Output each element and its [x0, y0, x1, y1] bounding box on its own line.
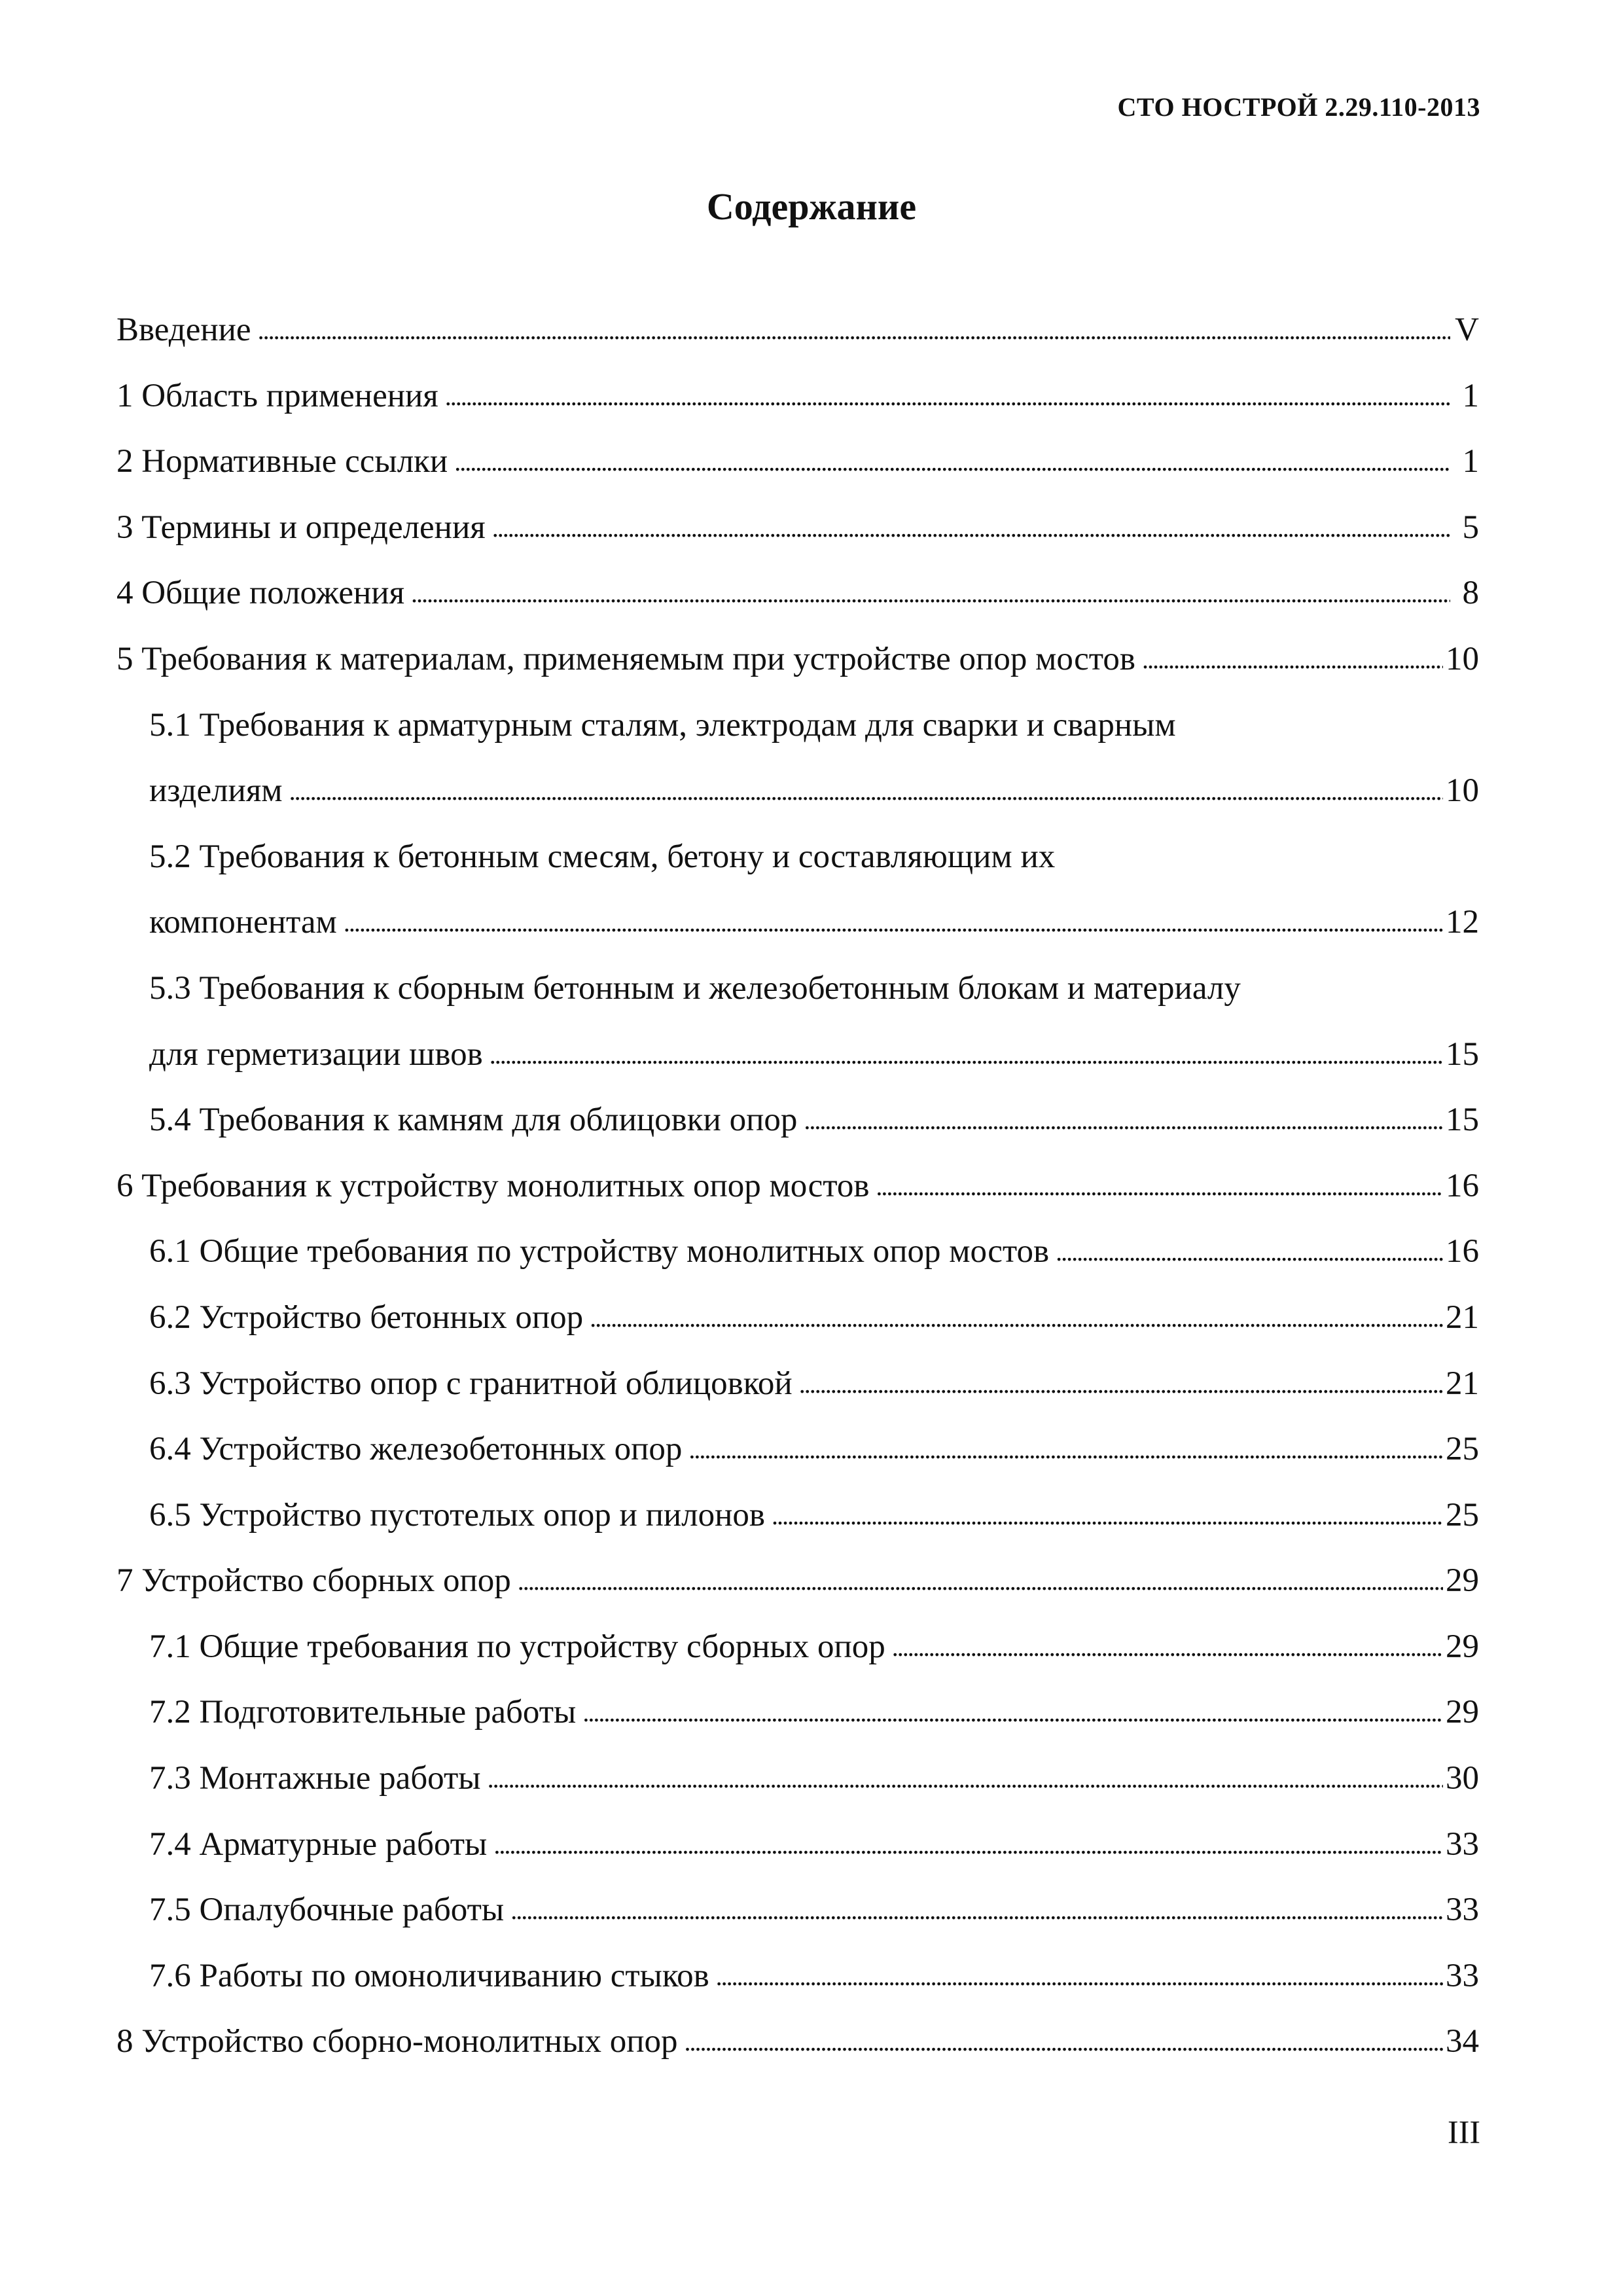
toc-entry-page: 21 — [1446, 1299, 1479, 1336]
dot-leader — [716, 1942, 1443, 2010]
dot-leader — [685, 2007, 1444, 2075]
dot-leader — [590, 1283, 1443, 1352]
toc-entry-title: 6.4 Устройство железобетонных опор — [149, 1431, 683, 1468]
toc-entry-page: 10 — [1446, 772, 1479, 810]
toc-entry-title: 8 Устройство сборно-монолитных опор — [116, 2023, 678, 2060]
toc-entry-page: 33 — [1446, 1892, 1479, 1929]
toc-entry-title: 5.3 Требования к сборным бетонным и железобетонным блокам и материалу — [149, 969, 1241, 1007]
toc-entry-title: 7.2 Подготовительные работы — [149, 1694, 577, 1731]
toc-entry-title: 5 Требования к материалам, применяемым при устройстве опор мостов — [116, 640, 1135, 677]
toc-entry-page: 8 — [1462, 575, 1479, 612]
toc-entry-title: Введение — [116, 312, 251, 348]
toc-entry-page: 29 — [1446, 1628, 1479, 1665]
table-of-contents — [116, 297, 1479, 2075]
dot-leader — [490, 1020, 1443, 1088]
toc-entry[interactable] — [116, 429, 1479, 495]
toc-entry[interactable] — [116, 2009, 1479, 2075]
dot-leader — [772, 1481, 1443, 1549]
toc-entry-page: 12 — [1446, 904, 1479, 941]
toc-subentry[interactable] — [116, 1943, 1479, 2009]
toc-subentry-first-line[interactable] — [116, 956, 1479, 1022]
toc-subentry[interactable] — [116, 1285, 1479, 1351]
toc-entry-title-continuation: для герметизации швов — [149, 1035, 483, 1073]
toc-entry-page: 33 — [1446, 1825, 1479, 1863]
toc-entry-page: 16 — [1446, 1167, 1479, 1204]
toc-entry-page: 25 — [1446, 1496, 1479, 1534]
toc-subentry-first-line[interactable] — [116, 824, 1479, 890]
toc-entry-title: 5.2 Требования к бетонным смесям, бетону и составляющим их — [149, 838, 1056, 875]
toc-entry-title: 7.5 Опалубочные работы — [149, 1892, 505, 1929]
toc-subentry[interactable] — [116, 1812, 1479, 1878]
toc-entry[interactable] — [116, 495, 1479, 561]
toc-entry-page: 1 — [1462, 443, 1479, 480]
dot-leader — [518, 1547, 1443, 1615]
toc-entry[interactable] — [116, 560, 1479, 626]
toc-entry-title: 7.4 Арматурные работы — [149, 1825, 488, 1863]
toc-subentry[interactable] — [116, 1614, 1479, 1680]
dot-leader — [510, 1876, 1443, 1944]
toc-subentry-continuation[interactable] — [116, 889, 1479, 956]
toc-entry-title: 6 Требования к устройству монолитных опор мостов — [116, 1167, 870, 1204]
toc-entry[interactable] — [116, 297, 1479, 363]
dot-leader — [445, 362, 1450, 430]
toc-subentry-continuation[interactable] — [116, 758, 1479, 824]
dot-leader — [258, 296, 1450, 364]
toc-subentry[interactable] — [116, 1351, 1479, 1417]
toc-entry-title-continuation: изделиям — [149, 772, 283, 810]
dot-leader — [799, 1350, 1443, 1418]
toc-entry-page: 5 — [1462, 509, 1479, 546]
toc-subentry[interactable] — [116, 1087, 1479, 1153]
toc-entry-title: 6.3 Устройство опор с гранитной облицовкой — [149, 1365, 793, 1402]
dot-leader — [493, 1810, 1443, 1878]
toc-entry-title-continuation: компонентам — [149, 904, 337, 941]
toc-entry-page: 29 — [1446, 1562, 1479, 1600]
toc-entry-title: 6.1 Общие требования по устройству монолитных опор мостов — [149, 1233, 1050, 1270]
dot-leader — [1142, 625, 1443, 693]
toc-entry-title: 6.5 Устройство пустотелых опор и пилонов — [149, 1496, 765, 1534]
toc-subentry[interactable] — [116, 1482, 1479, 1549]
toc-entry-title: 7.6 Работы по омоноличиванию стыков — [149, 1957, 709, 1994]
toc-subentry[interactable] — [116, 1746, 1479, 1812]
toc-entry-page: 34 — [1446, 2023, 1479, 2060]
toc-entry[interactable] — [116, 626, 1479, 692]
toc-subentry[interactable] — [116, 1877, 1479, 1943]
dot-leader — [454, 427, 1450, 495]
dot-leader — [892, 1613, 1443, 1681]
dot-leader — [804, 1086, 1443, 1154]
toc-entry-title: 5.4 Требования к камням для облицовки опор — [149, 1102, 798, 1139]
dot-leader — [876, 1152, 1443, 1220]
toc-subentry-continuation[interactable] — [116, 1022, 1479, 1088]
page-number: III — [1448, 2113, 1480, 2150]
toc-subentry[interactable] — [116, 1416, 1479, 1482]
toc-entry[interactable] — [116, 1153, 1479, 1219]
toc-entry-title: 7.1 Общие требования по устройству сборных опор — [149, 1628, 885, 1665]
toc-subentry[interactable] — [116, 1219, 1479, 1285]
dot-leader — [688, 1415, 1443, 1483]
toc-entry-page: 25 — [1446, 1431, 1479, 1468]
toc-entry-page: 33 — [1446, 1957, 1479, 1994]
toc-subentry[interactable] — [116, 1679, 1479, 1746]
toc-entry-title: 7 Устройство сборных опор — [116, 1562, 511, 1600]
toc-entry-title: 7.3 Монтажные работы — [149, 1760, 481, 1797]
dot-leader — [289, 757, 1443, 825]
toc-entry-page: 21 — [1446, 1365, 1479, 1402]
dot-leader — [582, 1678, 1443, 1746]
toc-entry-page: 29 — [1446, 1694, 1479, 1731]
toc-entry-title: 3 Термины и определения — [116, 509, 486, 546]
toc-entry-title: 2 Нормативные ссылки — [116, 443, 448, 480]
toc-entry-page: 30 — [1446, 1760, 1479, 1797]
toc-title: Содержание — [706, 185, 917, 228]
dot-leader — [488, 1744, 1443, 1812]
toc-entry-title: 5.1 Требования к арматурным сталям, электродам для сварки и сварным — [149, 706, 1176, 744]
dot-leader — [492, 493, 1450, 562]
toc-entry-title: 6.2 Устройство бетонных опор — [149, 1299, 584, 1336]
dot-leader — [344, 888, 1443, 956]
dot-leader — [1056, 1217, 1443, 1285]
toc-entry-page: 15 — [1446, 1035, 1479, 1073]
toc-entry-page: V — [1455, 312, 1479, 348]
dot-leader — [411, 559, 1450, 627]
toc-entry-page: 1 — [1462, 377, 1479, 414]
document-code: СТО НОСТРОЙ 2.29.110-2013 — [1117, 92, 1480, 122]
toc-entry-page: 15 — [1446, 1102, 1479, 1139]
toc-entry[interactable] — [116, 363, 1479, 429]
toc-entry[interactable] — [116, 1548, 1479, 1614]
toc-entry-title: 1 Область применения — [116, 377, 438, 414]
toc-subentry-first-line[interactable] — [116, 692, 1479, 759]
toc-entry-page: 16 — [1446, 1233, 1479, 1270]
toc-entry-page: 10 — [1446, 640, 1479, 677]
toc-entry-title: 4 Общие положения — [116, 575, 405, 612]
